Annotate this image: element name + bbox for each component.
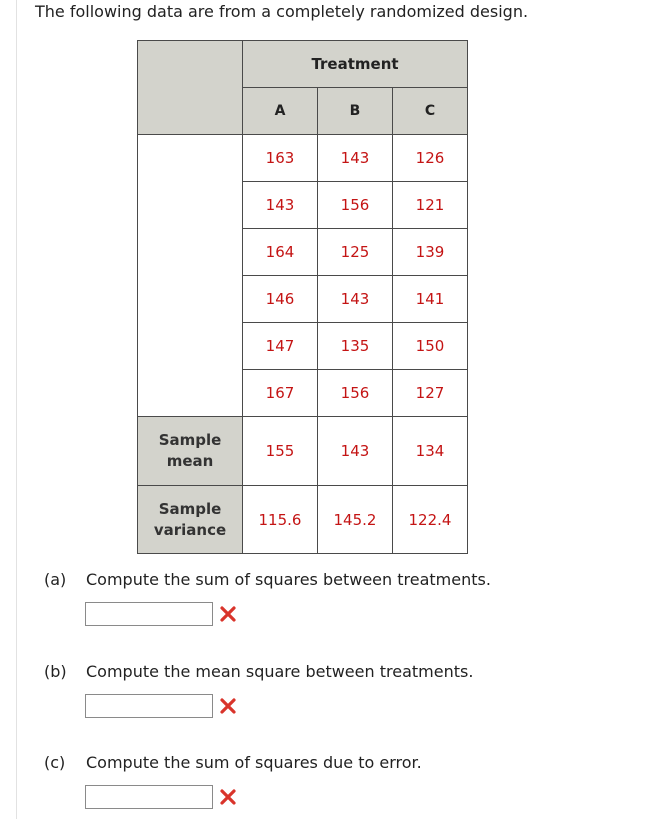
- sample-mean-label: [138, 417, 243, 486]
- sample-mean-a: 155: [243, 417, 318, 486]
- question-a-text: Compute the sum of squares between treatments.: [86, 570, 491, 589]
- question-a-tag: (a): [44, 570, 67, 589]
- treatment-header: Treatment: [243, 41, 468, 88]
- question-b-text: Compute the mean square between treatments.: [86, 662, 474, 681]
- sample-mean-c: 134: [393, 417, 468, 486]
- sample-variance-b: 145.2: [318, 486, 393, 554]
- table-cell: 125: [318, 229, 393, 276]
- column-header-c: C: [393, 88, 468, 135]
- incorrect-x-icon: [219, 605, 237, 623]
- table-cell: 141: [393, 276, 468, 323]
- table-cell: 135: [318, 323, 393, 370]
- table-row: [138, 135, 468, 182]
- sample-variance-label-line1: Sample: [158, 499, 222, 518]
- answer-a-input[interactable]: [85, 602, 213, 626]
- column-header-a: A: [243, 88, 318, 135]
- row-label-blank: [138, 135, 243, 417]
- left-rule: [16, 0, 17, 819]
- sample-variance-row: [138, 486, 468, 554]
- column-header-b: B: [318, 88, 393, 135]
- sample-variance-label: [138, 486, 243, 554]
- intro-text: The following data are from a completely randomized design.: [35, 2, 529, 21]
- table-cell: 156: [318, 370, 393, 417]
- table-cell: 167: [243, 370, 318, 417]
- table-cell: 121: [393, 182, 468, 229]
- question-c: [44, 753, 422, 772]
- table-cell: 143: [318, 135, 393, 182]
- sample-variance-c: 122.4: [393, 486, 468, 554]
- table-cell: 146: [243, 276, 318, 323]
- incorrect-x-icon: [219, 788, 237, 806]
- data-table: [137, 40, 468, 554]
- table-cell: 164: [243, 229, 318, 276]
- sample-mean-label-line1: Sample: [158, 431, 222, 449]
- answer-b-input[interactable]: [85, 694, 213, 718]
- question-a: [44, 570, 491, 589]
- sample-variance-label-line2: variance: [153, 520, 227, 539]
- incorrect-x-icon: [219, 697, 237, 715]
- question-c-tag: (c): [44, 753, 66, 772]
- table-cell: 163: [243, 135, 318, 182]
- sample-mean-label-line2: mean: [166, 452, 214, 470]
- table-cell: 147: [243, 323, 318, 370]
- table-cell: 139: [393, 229, 468, 276]
- question-b-tag: (b): [44, 662, 67, 681]
- sample-mean-b: 143: [318, 417, 393, 486]
- table-cell: 127: [393, 370, 468, 417]
- answer-c-input[interactable]: [85, 785, 213, 809]
- table-cell: 143: [243, 182, 318, 229]
- table-cell: 150: [393, 323, 468, 370]
- question-b: [44, 662, 473, 681]
- table-cell: 126: [393, 135, 468, 182]
- sample-mean-row: [138, 417, 468, 486]
- sample-variance-a: 115.6: [243, 486, 318, 554]
- table-cell: 156: [318, 182, 393, 229]
- table-cell: 143: [318, 276, 393, 323]
- question-c-text: Compute the sum of squares due to error.: [86, 753, 422, 772]
- table-corner: [138, 41, 243, 135]
